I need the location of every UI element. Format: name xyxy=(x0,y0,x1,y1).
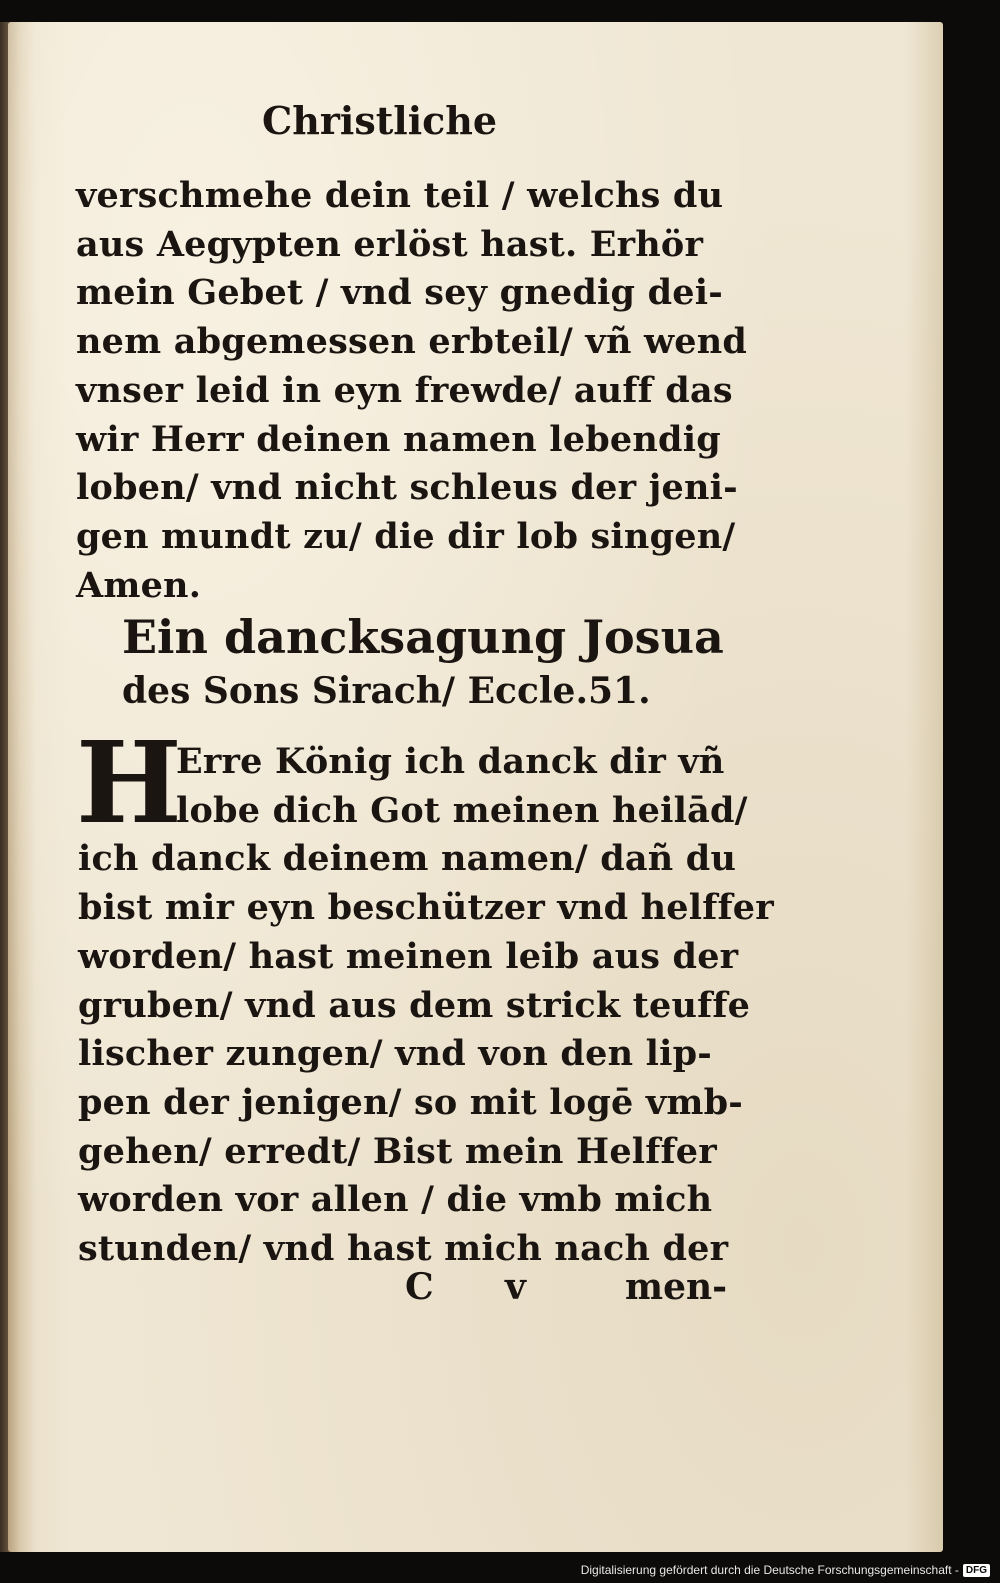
text-line: bist mir eyn beschützer vnd helffer xyxy=(78,887,774,929)
section-subheading: des Sons Sirach/ Eccle.51. xyxy=(122,670,651,712)
section-heading: Ein dancksagung Josua xyxy=(122,610,724,664)
text-line: worden vor allen / die vmb mich xyxy=(78,1179,713,1221)
text-line: gruben/ vnd aus dem strick teuffe xyxy=(78,984,751,1026)
text-line: aus Aegypten erlöst hast. Erhör xyxy=(76,223,704,265)
text-line: verschmehe dein teil / welchs du xyxy=(76,175,724,216)
text-line: gen mundt zu/ die dir lob singen/ xyxy=(76,515,736,557)
text-line: Amen. xyxy=(76,564,202,606)
text-line: mein Gebet / vnd sey gnedig dei- xyxy=(76,272,723,314)
text-line: worden/ hast meinen leib aus der xyxy=(78,935,739,977)
text-line: loben/ vnd nicht schleus der jeni- xyxy=(76,467,738,509)
text-line: stunden/ vnd hast mich nach der xyxy=(78,1228,729,1270)
text-line: pen der jenigen/ so mit logē vmb- xyxy=(78,1081,744,1123)
text-line: lischer zungen/ vnd von den lip- xyxy=(78,1033,712,1075)
running-head: Christliche xyxy=(262,98,498,143)
text-line: vnser leid in eyn frewde/ auff das xyxy=(76,369,733,411)
text-line: lobe dich Got meinen heilād/ xyxy=(176,789,748,831)
credit-text: Digitalisierung gefördert durch die Deutsche Forschungsgemeinschaft - xyxy=(580,1563,959,1577)
dfg-logo: DFG xyxy=(963,1564,990,1577)
digitization-credit xyxy=(581,1563,990,1577)
drop-cap-initial: H xyxy=(76,718,182,849)
text-line: ich danck deinem namen/ dañ du xyxy=(78,838,737,880)
text-line: nem abgemessen erbteil/ vñ wend xyxy=(76,321,748,363)
signature-number: v xyxy=(505,1266,526,1308)
catchword: men- xyxy=(625,1266,728,1308)
text-line: wir Herr deinen namen lebendig xyxy=(76,418,721,460)
text-line: Erre König ich danck dir vñ xyxy=(176,741,725,782)
signature-mark: C xyxy=(405,1266,434,1308)
text-block-top xyxy=(76,172,748,610)
text-block-body xyxy=(76,718,774,1274)
text-line: gehen/ erredt/ Bist mein Helffer xyxy=(78,1130,717,1172)
